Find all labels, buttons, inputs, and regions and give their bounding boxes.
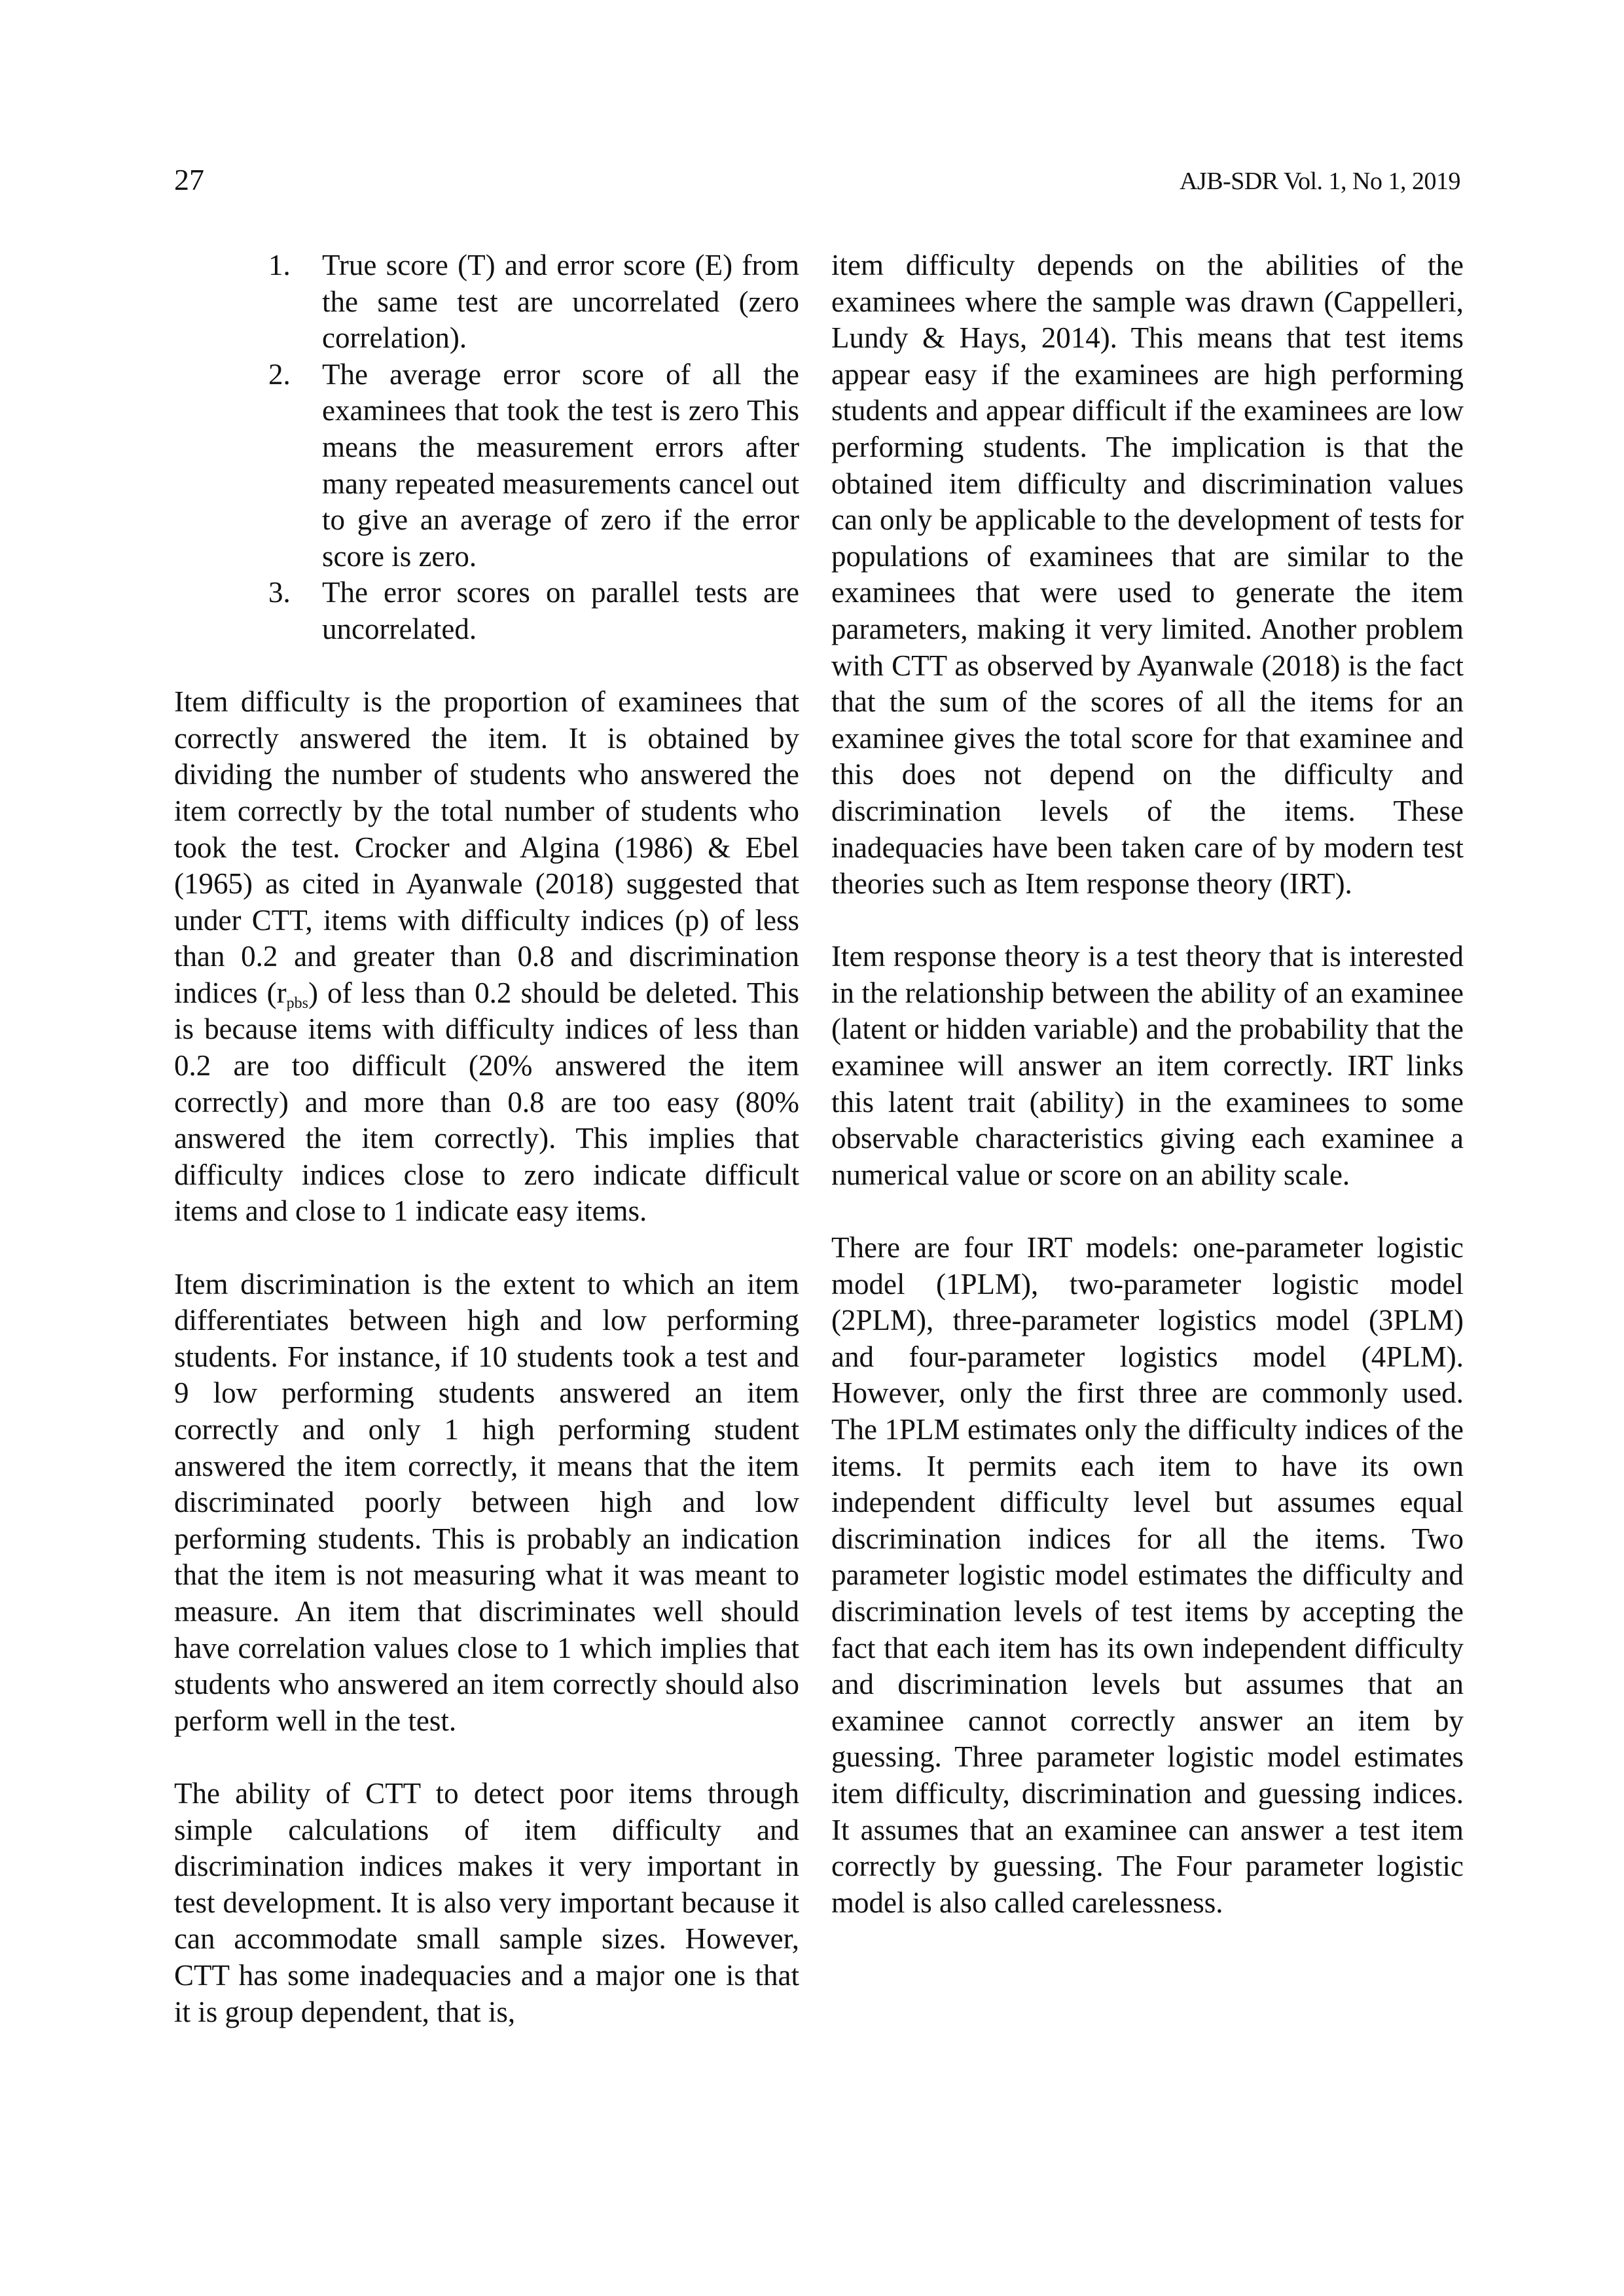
- list-item: [268, 247, 799, 357]
- list-item-text: True score (T) and error score (E) from the same test are uncorrelated (zero correlation).: [322, 249, 799, 355]
- paragraph-group-dependent: item difficulty depends on the abilities of the examinees where the sample was drawn (Cappelleri, Lundy & Hays, 2014). This means that test items appear easy if the examinees are high performing students and appear difficult if the examinees are low performing students. The implication is that the obtained item difficulty and discrimination values can only be applicable to the development of tests for populations of examinees that are similar to the examinees that were used to generate the item parameters, making it very limited. Another problem with CTT as observed by Ayanwale (2018) is the fact that the sum of the scores of all the items for an examinee gives the total score for that examinee and this does not depend on the difficulty and discrimination levels of the items. These inadequacies have been taken care of by modern test theories such as Item response theory (IRT).: [831, 249, 1464, 901]
- list-item: [268, 575, 799, 647]
- left-column: [174, 247, 799, 2030]
- list-item-text: The average error score of all the examinees that took the test is zero This means the measurement errors after many repeated measurements cancel out to give an average of zero if the error score is zero.: [322, 357, 799, 573]
- list-item-number: 3.: [268, 576, 291, 609]
- subscript-pbs: pbs: [286, 994, 308, 1012]
- running-header-journal: AJB-SDR Vol. 1, No 1, 2019: [1179, 168, 1460, 195]
- paragraph-text: Item difficulty is the proportion of examinees that correctly answered the item. It is obtained by dividing the number of students who answered the item correctly by the total number of students who took the test. Crocker and Algina (1986) & Ebel (1965) as cited in Ayanwale (2018) suggested that under CTT, items with difficulty indices (p) of less than 0.2 and greater than 0.8 and discrimination indices (r: [174, 685, 799, 1009]
- list-item-number: 1.: [268, 249, 291, 281]
- paragraph-item-discrimination: Item discrimination is the extent to which an item differentiates between high and low performing students. For instance, if 10 students took a test and 9 low performing students answered an item correctly and only 1 high performing student answered the item correctly, it means that the item discriminated poorly between high and low performing students. This is probably an indication that the item is not measuring what it was meant to measure. An item that discriminates well should have correlation values close to 1 which implies that students who answered an item correctly should also perform well in the test.: [174, 1267, 799, 1737]
- paragraph-irt-models: There are four IRT models: one-parameter logistic model (1PLM), two-parameter logistic model (2PLM), three-parameter logistics model (3PLM) and four-parameter logistics model (4PLM). However, only the first three are commonly used. The 1PLM estimates only the difficulty indices of the items. It permits each item to have its own independent difficulty level but assumes equal discrimination indices for all the items. Two parameter logistic model estimates the difficulty and discrimination levels of test items by accepting the fact that each item has its own independent difficulty and discrimination levels but assumes that an examinee cannot correctly answer an item by guessing. Three parameter logistic model estimates item difficulty, discrimination and guessing indices. It assumes that an examinee can answer a test item correctly by guessing. The Four parameter logistic model is also called carelessness.: [831, 1231, 1464, 1919]
- paragraph-irt-definition: Item response theory is a test theory that is interested in the relationship between the ability of an examinee (latent or hidden variable) and the probability that the examinee will answer an item correctly. IRT links this latent trait (ability) in the examinees to some observable characteristics giving each examinee a numerical value or score on an ability scale.: [831, 940, 1464, 1191]
- ctt-assumptions-list: [174, 247, 799, 648]
- page-number: 27: [174, 163, 204, 196]
- right-column: [831, 247, 1464, 1921]
- paragraph-text: ) of less than 0.2 should be deleted. This is because items with difficulty indices of less than 0.2 are too difficult (20% answered the item correctly) and more than 0.8 are too easy (80% answered the item correctly). This implies that difficulty indices close to zero indicate difficult items and close to 1 indicate easy items.: [174, 976, 799, 1228]
- list-item-text: The error scores on parallel tests are uncorrelated.: [322, 576, 799, 645]
- paragraph-item-difficulty: [174, 684, 799, 1230]
- list-item: [268, 357, 799, 575]
- paragraph-ctt-ability: The ability of CTT to detect poor items through simple calculations of item difficulty and discrimination indices makes it very important in test development. It is also very important because it can accommodate small sample sizes. However, CTT has some inadequacies and a major one is that it is group dependent, that is,: [174, 1776, 799, 2028]
- list-item-number: 2.: [268, 357, 291, 391]
